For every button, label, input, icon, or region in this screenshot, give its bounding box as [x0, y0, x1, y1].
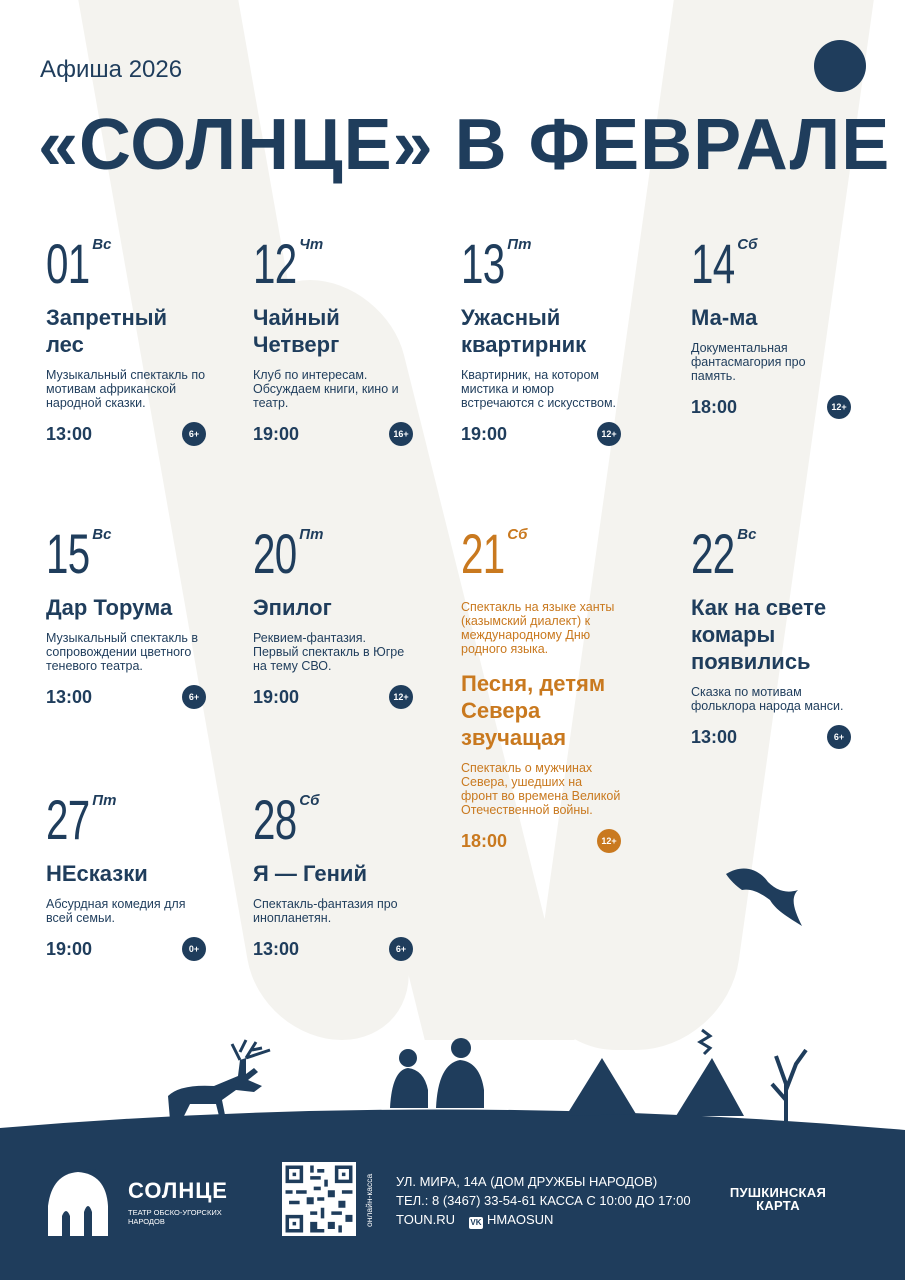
event-card-21[interactable] — [461, 524, 621, 853]
event-title: Дар Торума — [46, 595, 173, 620]
footer — [0, 1140, 905, 1280]
event-weekday: Вс — [92, 236, 112, 253]
event-card-14[interactable] — [691, 234, 851, 419]
event-weekday: Сб — [299, 792, 320, 809]
event-weekday: Сб — [737, 236, 758, 253]
address: УЛ. МИРА, 14А (ДОМ ДРУЖБЫ НАРОДОВ) — [396, 1174, 658, 1189]
event-time: 19:00 — [253, 424, 300, 444]
event-time: 13:00 — [691, 727, 738, 747]
event-weekday: Пт — [92, 792, 117, 809]
event-card-20[interactable] — [253, 524, 413, 709]
event-title: Эпилог — [253, 595, 332, 620]
event-description: Документальная фантасмагория про память. — [691, 341, 806, 383]
pushkin-line-1: ПУШКИНСКАЯ — [729, 1185, 827, 1200]
age-badge: 12+ — [827, 395, 851, 419]
event-day: 28 — [253, 788, 297, 851]
event-day: 12 — [253, 232, 297, 295]
event-weekday: Вс — [92, 526, 112, 543]
event-card-28[interactable] — [253, 790, 413, 961]
event-time: 13:00 — [253, 939, 300, 959]
event-description: Квартирник, на котором мистика и юмор встречаются с искусством. — [461, 368, 617, 410]
event-title: Ма-ма — [691, 305, 758, 330]
logo-name: СОЛНЦЕ — [128, 1178, 228, 1203]
landscape-silhouette — [0, 1020, 905, 1150]
event-card-15[interactable] — [46, 524, 206, 709]
event-title: Как на свете комары появились — [691, 595, 827, 674]
event-description: Спектакль о мужчинах Севера, ушедших на фронт во времена Великой Отечественной войны. — [461, 761, 621, 817]
event-day: 22 — [691, 522, 735, 585]
event-title: НЕсказки — [46, 861, 148, 886]
age-badge: 6+ — [389, 937, 413, 961]
event-time: 19:00 — [253, 687, 300, 707]
age-badge: 12+ — [597, 422, 621, 446]
event-day: 13 — [461, 232, 505, 295]
vk-icon: VK — [470, 1218, 482, 1227]
event-description: Клуб по интересам. Обсуждаем книги, кино и театр. — [253, 368, 399, 410]
event-day: 01 — [46, 232, 90, 295]
age-badge: 12+ — [597, 829, 621, 853]
age-badge: 6+ — [182, 422, 206, 446]
age-badge: 16+ — [389, 422, 413, 446]
event-time: 18:00 — [461, 831, 508, 851]
event-weekday: Пт — [299, 526, 324, 543]
event-description: Музыкальный спектакль по мотивам африканской народной сказки. — [46, 368, 206, 410]
age-badge: 6+ — [182, 685, 206, 709]
vk-link[interactable]: HMAOSUN — [486, 1212, 554, 1227]
theater-logo-icon — [44, 1166, 110, 1236]
qr-code-icon[interactable] — [282, 1162, 356, 1236]
site-link[interactable]: TOUN.RU — [396, 1212, 455, 1227]
event-card-12[interactable] — [253, 234, 413, 446]
event-weekday: Сб — [507, 526, 528, 543]
event-weekday: Пт — [507, 236, 532, 253]
bird-icon — [724, 860, 806, 930]
event-day: 14 — [691, 232, 735, 295]
afisha-label: Афиша 2026 — [40, 56, 183, 83]
event-title: Запретный лес — [46, 305, 168, 357]
age-badge: 12+ — [389, 685, 413, 709]
event-time: 19:00 — [46, 939, 93, 959]
event-intro: Спектакль на языке ханты (казымский диалект) к международному Дню родного языка. — [461, 600, 615, 656]
event-title: Ужасный квартирник — [461, 305, 587, 357]
event-time: 18:00 — [691, 397, 738, 417]
event-description: Музыкальный спектакль в сопровождении цветного теневого театра. — [46, 631, 199, 673]
event-card-27[interactable] — [46, 790, 206, 961]
page-title: «СОЛНЦЕ» В ФЕВРАЛЕ — [38, 105, 891, 185]
event-day: 21 — [461, 522, 505, 585]
event-time: 13:00 — [46, 424, 93, 444]
phone: ТЕЛ.: 8 (3467) 33-54-61 КАССА С 10:00 ДО 17:00 — [396, 1193, 691, 1208]
contacts — [396, 1172, 691, 1229]
event-day: 15 — [46, 522, 90, 585]
sun-icon — [814, 40, 866, 92]
event-weekday: Чт — [299, 236, 324, 253]
event-title: Я — Гений — [253, 861, 367, 886]
logo-subtitle: ТЕАТР ОБСКО-УГОРСКИХ НАРОДОВ — [128, 1208, 222, 1226]
event-day: 20 — [253, 522, 297, 585]
event-title: Песня, детям Севера звучащая — [461, 671, 606, 750]
event-day: 27 — [46, 788, 90, 851]
event-title: Чайный Четверг — [253, 305, 340, 357]
event-card-13[interactable] — [461, 234, 621, 446]
event-time: 13:00 — [46, 687, 93, 707]
event-time: 19:00 — [461, 424, 508, 444]
event-description: Абсурдная комедия для всей семьи. — [46, 897, 186, 925]
event-weekday: Вс — [737, 526, 757, 543]
age-badge: 6+ — [827, 725, 851, 749]
event-description: Реквием-фантазия. Первый спектакль в Югре на тему СВО. — [253, 631, 405, 673]
age-badge: 0+ — [182, 937, 206, 961]
event-description: Спектакль-фантазия про инопланетян. — [253, 897, 398, 925]
pushkin-line-2: КАРТА — [756, 1198, 800, 1213]
pushkin-card-logo — [702, 1186, 854, 1212]
qr-label: онлайн-касса — [364, 1173, 374, 1227]
event-card-22[interactable] — [691, 524, 851, 749]
event-card-01[interactable] — [46, 234, 206, 446]
event-description: Сказка по мотивам фольклора народа манси. — [691, 685, 844, 713]
